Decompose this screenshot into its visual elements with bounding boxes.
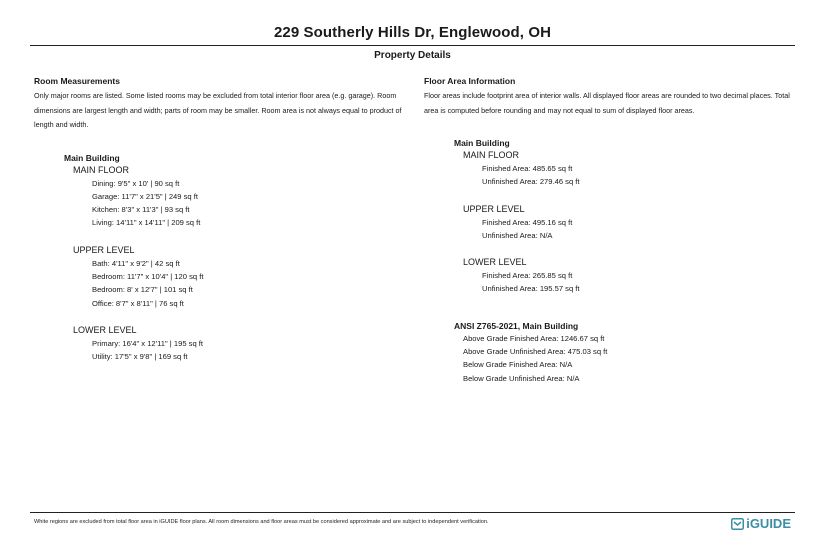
room-item: Utility: 17'5" x 9'8" | 169 sq ft	[92, 352, 188, 362]
level-block	[73, 324, 404, 364]
level-name: UPPER LEVEL	[73, 244, 135, 255]
level-name: LOWER LEVEL	[73, 324, 137, 335]
level-name: UPPER LEVEL	[463, 203, 525, 214]
unfinished-area: Unfinished Area: 195.57 sq ft	[482, 284, 580, 294]
ansi-heading: ANSI Z765-2021, Main Building	[454, 320, 579, 331]
title-divider	[30, 45, 795, 46]
room-item: Bedroom: 11'7" x 10'4" | 120 sq ft	[92, 271, 204, 281]
room-item: Living: 14'11" x 14'11" | 209 sq ft	[92, 218, 201, 228]
iguide-logo-icon	[731, 518, 744, 530]
finished-area: Finished Area: 485.65 sq ft	[482, 164, 573, 173]
room-building-block	[34, 152, 404, 364]
floor-area-description: Floor areas include footprint area of interior walls. All displayed floor areas are rounded to two decimal places. Total area is computed before rounding and may not equal to sum of displayed floor areas.	[424, 91, 790, 115]
page-title: 229 Southerly Hills Dr, Englewood, OH	[273, 24, 552, 41]
floor-area-section	[424, 75, 799, 385]
level-block	[73, 244, 404, 310]
unfinished-area: Unfinished Area: 279.46 sq ft	[482, 177, 580, 187]
floor-building-block	[424, 137, 799, 385]
room-measurements-heading: Room Measurements	[34, 76, 120, 86]
footer-disclaimer: White regions are excluded from total floor area in iGUIDE floor plans. All room dimensions and floor areas must be considered approximate and are subject to independent verification.	[34, 519, 489, 525]
room-item: Kitchen: 8'3" x 11'3" | 93 sq ft	[92, 205, 190, 215]
iguide-logo	[731, 516, 791, 531]
finished-area: Finished Area: 265.85 sq ft	[482, 271, 573, 281]
finished-area: Finished Area: 495.16 sq ft	[482, 217, 573, 227]
ansi-item: Above Grade Unfinished Area: 475.03 sq ft	[463, 347, 608, 357]
room-item: Dining: 9'5" x 10' | 90 sq ft	[92, 178, 180, 188]
iguide-logo-text: iGUIDE	[746, 516, 791, 531]
room-item: Office: 8'7" x 8'11" | 76 sq ft	[92, 298, 184, 308]
ansi-block	[454, 320, 799, 385]
footer-divider	[30, 512, 795, 513]
building-name: Main Building	[64, 152, 120, 163]
ansi-item: Below Grade Finished Area: N/A	[463, 360, 573, 370]
room-item: Bedroom: 8' x 12'7" | 101 sq ft	[92, 285, 193, 295]
level-block	[463, 203, 799, 243]
level-block	[463, 256, 799, 296]
level-block	[73, 164, 404, 230]
level-name: MAIN FLOOR	[463, 150, 520, 160]
room-measurements-description: Only major rooms are listed. Some listed rooms may be excluded from total interior floor area (e.g. garage). Room dimensions are largest length and width; parts of room may be smaller. Room area is not always equal to product of length and width.	[34, 91, 402, 129]
building-name: Main Building	[454, 138, 510, 148]
floor-area-heading: Floor Area Information	[424, 76, 516, 86]
room-measurements-section	[34, 75, 404, 363]
ansi-item: Below Grade Unfinished Area: N/A	[463, 373, 580, 383]
room-item: Primary: 16'4" x 12'11" | 195 sq ft	[92, 338, 204, 348]
page-subtitle: Property Details	[374, 50, 451, 61]
unfinished-area: Unfinished Area: N/A	[482, 230, 553, 240]
level-block	[463, 149, 799, 189]
room-item: Bath: 4'11" x 9'2" | 42 sq ft	[92, 258, 180, 268]
level-name: LOWER LEVEL	[463, 257, 527, 268]
ansi-item: Above Grade Finished Area: 1246.67 sq ft	[463, 333, 605, 343]
level-name: MAIN FLOOR	[73, 164, 130, 175]
room-item: Garage: 11'7" x 21'5" | 249 sq ft	[92, 191, 198, 201]
